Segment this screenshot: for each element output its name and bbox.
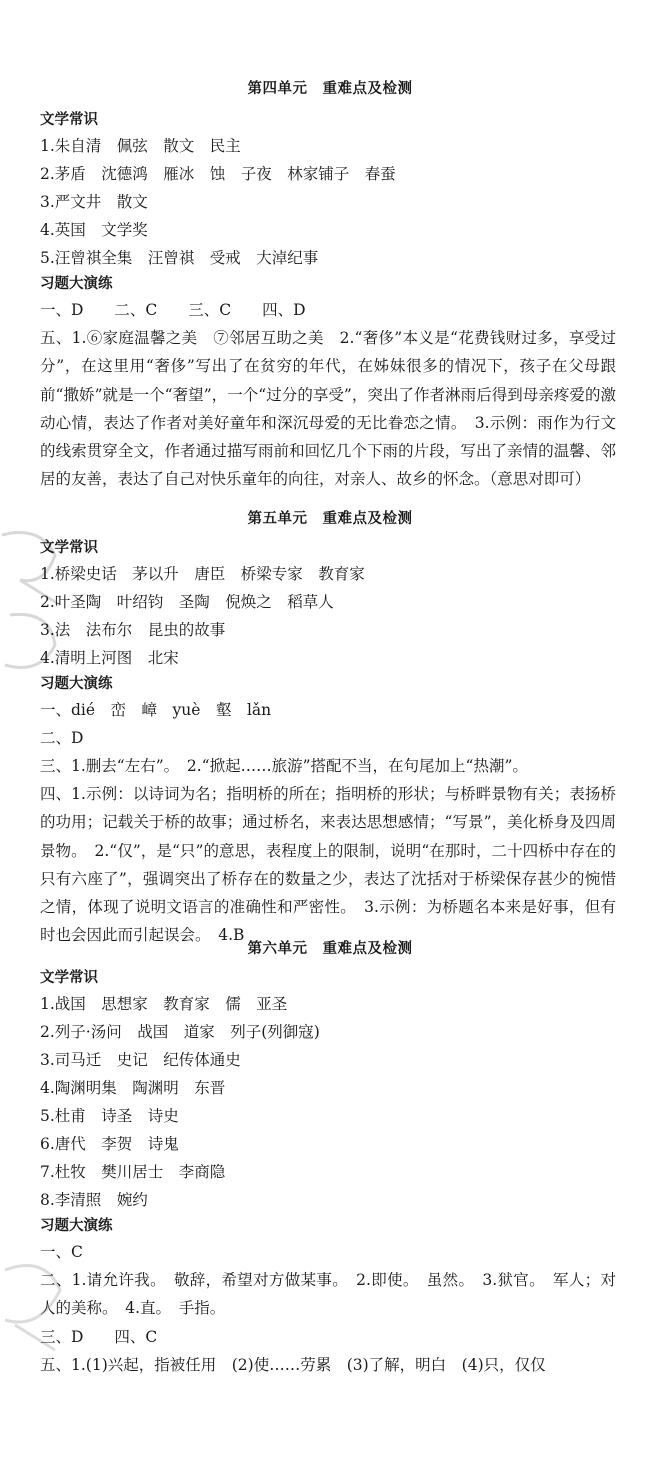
- unit6-literature-item: 2.列子·汤问 战国 道家 列子(列御寇): [40, 1023, 320, 1041]
- unit4-literature-item: 2.茅盾 沈德鸿 雁冰 蚀 子夜 林家铺子 春蚕: [40, 165, 396, 183]
- unit6-exercise-line: 一、C: [40, 1243, 83, 1261]
- unit5-literature-item: 1.桥梁史话 茅以升 唐臣 桥梁专家 教育家: [40, 565, 365, 583]
- unit4-literature-item: 1.朱自清 佩弦 散文 民主: [40, 137, 241, 155]
- unit6-literature-item: 5.杜甫 诗圣 诗史: [40, 1107, 179, 1125]
- unit4-title: 第四单元 重难点及检测: [247, 81, 413, 97]
- unit6-literature-item: 8.李清照 婉约: [40, 1191, 148, 1209]
- unit4-literature-heading: 文学常识: [40, 112, 98, 128]
- unit4-section: [0, 78, 660, 494]
- unit5-literature-item: 4.清明上河图 北宋: [40, 649, 179, 667]
- unit6-literature-heading: 文学常识: [40, 970, 98, 986]
- unit6-literature-item: 1.战国 思想家 教育家 儒 亚圣: [40, 995, 288, 1013]
- unit5-exercise-line: 一、dié 峦 嶂 yuè 壑 lǎn: [40, 701, 272, 719]
- unit6-title: 第六单元 重难点及检测: [247, 941, 413, 957]
- unit5-section: [0, 508, 660, 950]
- unit6-literature-item: 7.杜牧 樊川居士 李商隐: [40, 1163, 226, 1181]
- unit5-exercise-heading: 习题大演练: [40, 676, 113, 692]
- unit6-section: [0, 938, 660, 1379]
- unit5-literature-item: 3.法 法布尔 昆虫的故事: [40, 621, 226, 639]
- unit6-exercise-line: 三、D 四、C: [40, 1327, 158, 1346]
- unit5-exercise-line: 三、1.删去“左右”。 2.“掀起……旅游”搭配不当，在句尾加上“热潮”。: [40, 757, 528, 775]
- unit4-exercise-line: 一、D 二、C 三、C 四、D: [40, 301, 306, 319]
- unit4-exercise-answers: 五、1.⑥家庭温馨之美 ⑦邻居互助之美 2.“奢侈”本义是“花费钱财过多，享受过分”，在这里用“奢侈”写出了在贫穷的年代，在姊妹很多的情况下，孩子在父母跟前“撒娇”就是一个“奢望”，一个“过分的享受”，突出了作者淋雨后得到母亲疼爱的激动心情，表达了作者对美好童年和深沉母爱的无比眷恋之情。 3.示例：雨作为行文的线索贯穿全文，作者通过描写雨前和回忆几个下雨的片段，写出了亲情的温馨、邻居的友善，表达了自己对快乐童年的向往，对亲人、故乡的怀念。（意思对即可）: [40, 329, 616, 489]
- unit6-literature-item: 6.唐代 李贺 诗鬼: [40, 1135, 179, 1153]
- unit6-exercise-line: 五、1.(1)兴起，指被任用 (2)使……劳累 (3)了解，明白 (4)只，仅仅: [40, 1355, 546, 1374]
- unit5-literature-item: 2.叶圣陶 叶绍钧 圣陶 倪焕之 稻草人: [40, 593, 334, 611]
- unit6-literature-item: 3.司马迁 史记 纪传体通史: [40, 1051, 241, 1069]
- unit4-literature-item: 4.英国 文学奖: [40, 221, 148, 239]
- unit6-exercise-heading: 习题大演练: [40, 1218, 113, 1234]
- unit5-exercise-answers: 四、1.示例：以诗词为名；指明桥的所在；指明桥的形状；与桥畔景物有关；表扬桥的功用；记载关于桥的故事；通过桥名，来表达思想感情；“写景”，美化桥身及四周景物。 2.“仅”，是“只”的意思，表程度上的限制，说明“在那时，二十四桥中存在的只有六座了”，强调突出了桥存在的数量之少，表达了沈括对于桥梁保存甚少的惋惜之情，体现了说明文语言的准确性和严密性。 3.示例：为桥题名本来是好事，但有时也会因此而引起误会。 4.B: [40, 785, 616, 945]
- unit4-literature-item: 3.严文井 散文: [40, 193, 148, 211]
- unit6-literature-item: 4.陶渊明集 陶渊明 东晋: [40, 1079, 226, 1097]
- unit5-literature-heading: 文学常识: [40, 540, 98, 556]
- unit4-exercise-heading: 习题大演练: [40, 276, 113, 292]
- unit6-exercise-answers: 二、1.请允许我。 敬辞，希望对方做某事。 2.即使。 虽然。 3.狱官。 军人；对人的美称。 4.直。 手指。: [40, 1271, 616, 1318]
- unit5-exercise-line: 二、D: [40, 729, 84, 747]
- unit5-title: 第五单元 重难点及检测: [247, 511, 413, 527]
- unit4-literature-item: 5.汪曾祺全集 汪曾祺 受戒 大淖纪事: [40, 249, 319, 267]
